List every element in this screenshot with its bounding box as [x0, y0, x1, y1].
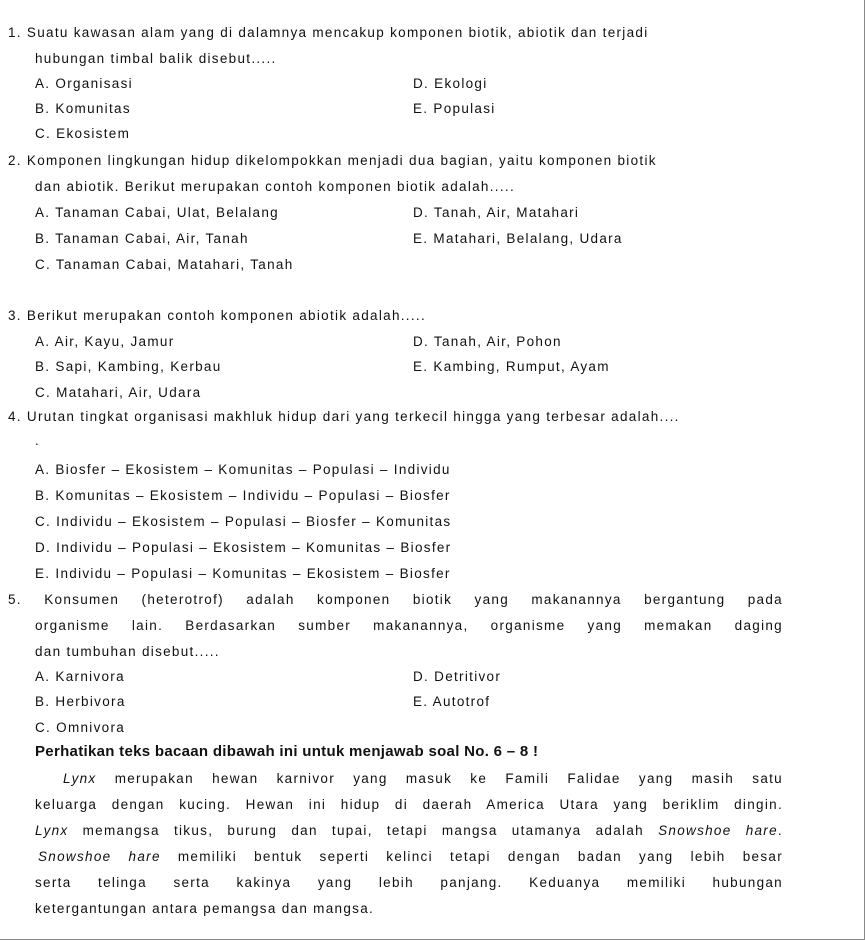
- q1-stem-line2: hubungan timbal balik disebut.....: [35, 51, 277, 66]
- q4-option-e: E. Individu – Populasi – Komunitas – Ekosistem – Biosfer: [35, 566, 451, 581]
- snowshoe-term: Snowshoe hare: [38, 849, 161, 864]
- q2-stem-line2: dan abiotik. Berikut merupakan contoh komponen biotik adalah.....: [35, 179, 515, 194]
- q5-option-d: D. Detritivor: [413, 669, 502, 684]
- q2-option-e: E. Matahari, Belalang, Udara: [413, 231, 623, 246]
- q4-option-a: A. Biosfer – Ekosistem – Komunitas – Populasi – Individu: [35, 462, 451, 477]
- q5-stem-line1: 5. Konsumen (heterotrof) adalah komponen biotik yang makanannya bergantung pada: [8, 592, 783, 607]
- q3-option-d: D. Tanah, Air, Pohon: [413, 334, 562, 349]
- q3-stem-line1: 3. Berikut merupakan contoh komponen abiotik adalah.....: [8, 308, 427, 323]
- q2-option-d: D. Tanah, Air, Matahari: [413, 205, 580, 220]
- reading-line-2: keluarga dengan kucing. Hewan ini hidup di daerah America Utara yang beriklim dingin.: [35, 797, 783, 812]
- reading-line-5: serta telinga serta kakinya yang lebih panjang. Keduanya memiliki hubungan: [35, 875, 783, 890]
- q4-stem-line1: 4. Urutan tingkat organisasi makhluk hidup dari yang terkecil hingga yang terbesar adalah....: [8, 409, 680, 424]
- reading-line-4: Snowshoe hare memiliki bentuk seperti kelinci tetapi dengan badan yang lebih besar: [38, 849, 783, 864]
- q1-stem-line1: 1. Suatu kawasan alam yang di dalamnya mencakup komponen biotik, abiotik dan terjadi: [8, 25, 649, 40]
- reading-line-6: ketergantungan antara pemangsa dan mangsa.: [35, 901, 375, 916]
- q3-option-a: A. Air, Kayu, Jamur: [35, 334, 175, 349]
- q2-option-b: B. Tanaman Cabai, Air, Tanah: [35, 231, 249, 246]
- q4-stem-line2: .: [35, 433, 41, 448]
- q5-stem-line3: dan tumbuhan disebut.....: [35, 644, 220, 659]
- reading-line-1: Lynx merupakan hewan karnivor yang masuk ke Famili Falidae yang masih satu: [63, 771, 783, 786]
- q3-option-c: C. Matahari, Air, Udara: [35, 385, 202, 400]
- q5-option-c: C. Omnivora: [35, 720, 126, 735]
- q3-option-b: B. Sapi, Kambing, Kerbau: [35, 359, 222, 374]
- q1-option-c: C. Ekosistem: [35, 126, 131, 141]
- q1-option-a: A. Organisasi: [35, 76, 133, 91]
- q3-option-e: E. Kambing, Rumput, Ayam: [413, 359, 610, 374]
- q1-option-d: D. Ekologi: [413, 76, 488, 91]
- lynx-term: Lynx: [63, 771, 97, 786]
- q4-option-c: C. Individu – Ekosistem – Populasi – Biosfer – Komunitas: [35, 514, 452, 529]
- reading-heading: Perhatikan teks bacaan dibawah ini untuk menjawab soal No. 6 – 8 !: [35, 743, 539, 760]
- q5-option-e: E. Autotrof: [413, 694, 491, 709]
- q5-option-a: A. Karnivora: [35, 669, 125, 684]
- q5-option-b: B. Herbivora: [35, 694, 126, 709]
- q4-option-d: D. Individu – Populasi – Ekosistem – Komunitas – Biosfer: [35, 540, 452, 555]
- q5-stem-line2: organisme lain. Berdasarkan sumber makanannya, organisme yang memakan daging: [35, 618, 783, 633]
- q1-option-b: B. Komunitas: [35, 101, 131, 116]
- reading-line-3: Lynx memangsa tikus, burung dan tupai, tetapi mangsa utamanya adalah Snowshoe hare.: [35, 823, 783, 838]
- q4-option-b: B. Komunitas – Ekosistem – Individu – Populasi – Biosfer: [35, 488, 451, 503]
- q2-option-a: A. Tanaman Cabai, Ulat, Belalang: [35, 205, 279, 220]
- snowshoe-term: Snowshoe hare: [658, 823, 778, 838]
- q2-stem-line1: 2. Komponen lingkungan hidup dikelompokkan menjadi dua bagian, yaitu komponen biotik: [8, 153, 657, 168]
- lynx-term: Lynx: [35, 823, 69, 838]
- q2-option-c: C. Tanaman Cabai, Matahari, Tanah: [35, 257, 294, 272]
- q1-option-e: E. Populasi: [413, 101, 496, 116]
